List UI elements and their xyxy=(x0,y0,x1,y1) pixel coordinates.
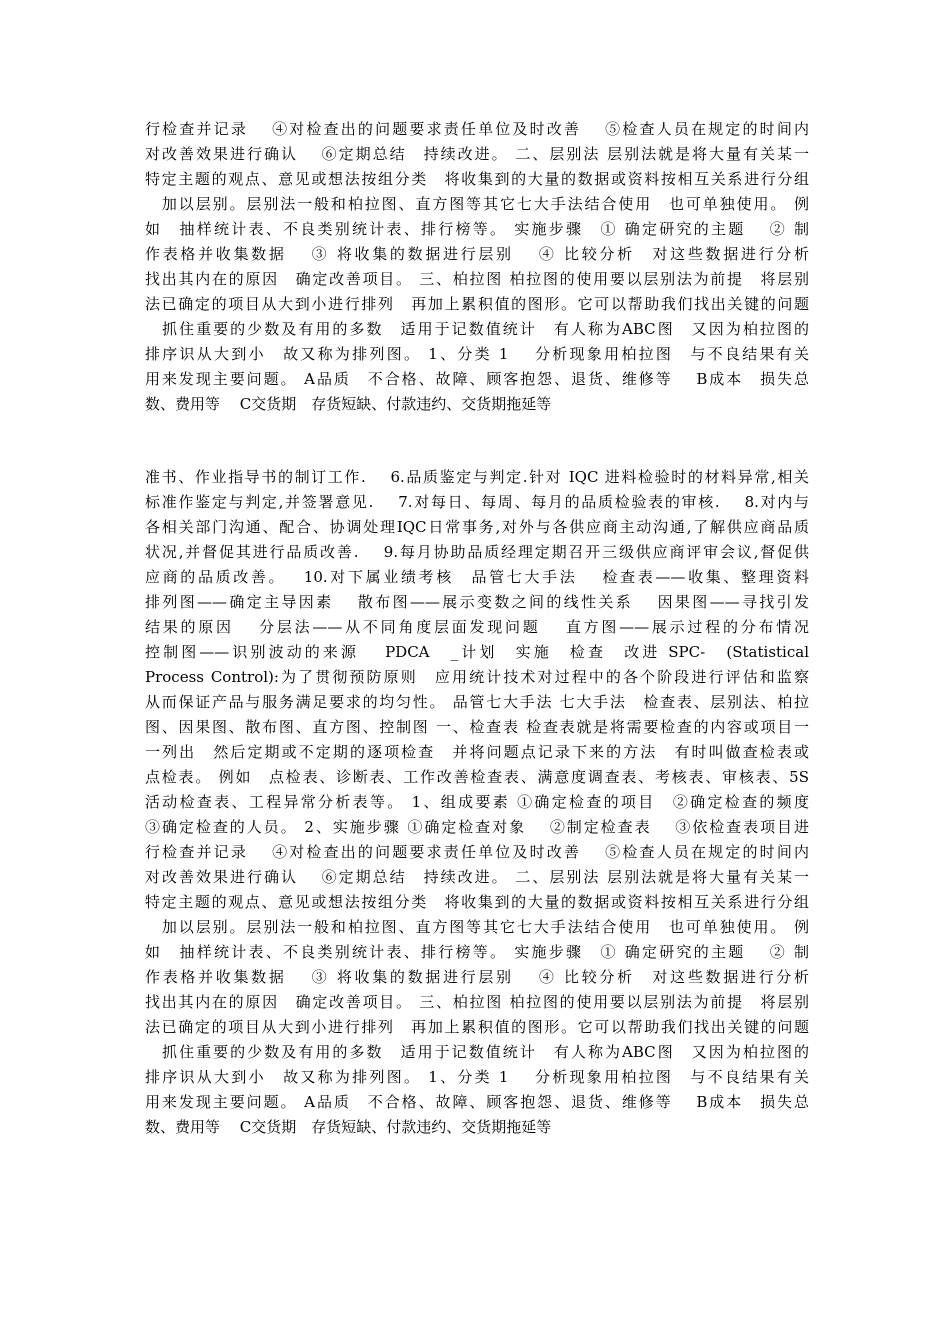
text-line: 点检表。 例如 点检表、诊断表、工作改善检查表、满意度调查表、考核表、审核表、5S xyxy=(145,768,809,786)
text-line: 用来发现主要问题。 A品质 不合格、故障、顾客抱怨、退货、维修等 B成本 损失总 xyxy=(145,1093,809,1111)
text-line: 法已确定的项目从大到小进行排列 再加上累积值的图形。它可以帮助我们找出关键的问题 xyxy=(145,1018,809,1036)
text-line: 行检查并记录 ④对检查出的问题要求责任单位及时改善 ⑤检查人员在规定的时间内 xyxy=(145,843,809,861)
text-line: Process Control):为了贯彻预防原则 应用统计技术对过程中的各个阶段进行评估和监察 xyxy=(145,668,809,686)
text-line: 特定主题的观点、意见或想法按组分类 将收集到的大量的数据或资料按相互关系进行分组 xyxy=(145,893,809,911)
text-line: 排序识从大到小 故又称为排列图。 1、分类 1 分析现象用柏拉图 与不良结果有关 xyxy=(145,1068,809,1086)
text-line: 加以层别。层别法一般和柏拉图、直方图等其它七大手法结合使用 也可单独使用。 例 xyxy=(145,918,809,936)
text-line: 标准作鉴定与判定,并签署意见. 7.对每日、每周、每月的品质检验表的审核. 8.对内与 xyxy=(145,493,809,511)
text-line: 找出其内在的原因 确定改善项目。 三、柏拉图 柏拉图的使用要以层别法为前提 将层别 xyxy=(145,993,809,1011)
text-line: 加以层别。层别法一般和柏拉图、直方图等其它七大手法结合使用 也可单独使用。 例 xyxy=(145,195,809,213)
text-block-top xyxy=(145,117,809,417)
text-line: 找出其内在的原因 确定改善项目。 三、柏拉图 柏拉图的使用要以层别法为前提 将层别 xyxy=(145,270,809,288)
text-line: 数、费用等 C交货期 存货短缺、付款违约、交货期拖延等 xyxy=(145,1118,552,1136)
text-block-bottom xyxy=(145,465,809,1140)
text-line: 法已确定的项目从大到小进行排列 再加上累积值的图形。它可以帮助我们找出关键的问题 xyxy=(145,295,809,313)
text-line: ③确定检查的人员。 2、实施步骤 ①确定检查对象 ②制定检查表 ③依检查表项目进 xyxy=(145,818,809,836)
text-line: 抓住重要的少数及有用的多数 适用于记数值统计 有人称为ABC图 又因为柏拉图的 xyxy=(145,320,809,338)
text-line: 活动检查表、工程异常分析表等。 1、组成要素 ①确定检查的项目 ②确定检查的频度 xyxy=(145,793,809,811)
text-line: 各相关部门沟通、配合、协调处理IQC日常事务,对外与各供应商主动沟通,了解供应商品质 xyxy=(145,518,809,536)
text-line: 结果的原因 分层法——从不同角度层面发现问题 直方图——展示过程的分布情况 xyxy=(145,618,809,636)
text-line: 行检查并记录 ④对检查出的问题要求责任单位及时改善 ⑤检查人员在规定的时间内 xyxy=(145,120,809,138)
text-line: 从而保证产品与服务满足要求的均匀性。 品管七大手法 七大手法 检查表、层别法、柏拉 xyxy=(145,693,809,711)
text-line: 对改善效果进行确认 ⑥定期总结 持续改进。 二、层别法 层别法就是将大量有关某一 xyxy=(145,145,809,163)
text-line: 对改善效果进行确认 ⑥定期总结 持续改进。 二、层别法 层别法就是将大量有关某一 xyxy=(145,868,809,886)
text-line: 作表格并收集数据 ③ 将收集的数据进行层别 ④ 比较分析 对这些数据进行分析 xyxy=(145,245,809,263)
text-line: 数、费用等 C交货期 存货短缺、付款违约、交货期拖延等 xyxy=(145,395,552,413)
text-line: 一列出 然后定期或不定期的逐项检查 并将问题点记录下来的方法 有时叫做查检表或 xyxy=(145,743,809,761)
text-line: 图、因果图、散布图、直方图、控制图 一、检查表 检查表就是将需要检查的内容或项目一 xyxy=(145,718,809,736)
text-line: 特定主题的观点、意见或想法按组分类 将收集到的大量的数据或资料按相互关系进行分组 xyxy=(145,170,809,188)
text-line: 用来发现主要问题。 A品质 不合格、故障、顾客抱怨、退货、维修等 B成本 损失总 xyxy=(145,370,809,388)
text-line: 状况,并督促其进行品质改善. 9.每月协助品质经理定期召开三级供应商评审会议,督促供 xyxy=(145,543,809,561)
text-line: 抓住重要的少数及有用的多数 适用于记数值统计 有人称为ABC图 又因为柏拉图的 xyxy=(145,1043,809,1061)
text-line: 应商的品质改善。 10.对下属业绩考核 品管七大手法 检查表——收集、整理资料 xyxy=(145,568,809,586)
text-line: 控制图——识别波动的来源 PDCA _计划 实施 检查 改进 SPC- (Statistical xyxy=(145,643,809,661)
text-line: 排列图——确定主导因素 散布图——展示变数之间的线性关系 因果图——寻找引发 xyxy=(145,593,809,611)
text-line: 如 抽样统计表、不良类别统计表、排行榜等。 实施步骤 ① 确定研究的主题 ② 制 xyxy=(145,943,809,961)
text-line: 如 抽样统计表、不良类别统计表、排行榜等。 实施步骤 ① 确定研究的主题 ② 制 xyxy=(145,220,809,238)
text-line: 准书、作业指导书的制订工作. 6.品质鉴定与判定.针对 IQC 进料检验时的材料异常,相关 xyxy=(145,468,809,486)
text-line: 作表格并收集数据 ③ 将收集的数据进行层别 ④ 比较分析 对这些数据进行分析 xyxy=(145,968,809,986)
text-line: 排序识从大到小 故又称为排列图。 1、分类 1 分析现象用柏拉图 与不良结果有关 xyxy=(145,345,809,363)
